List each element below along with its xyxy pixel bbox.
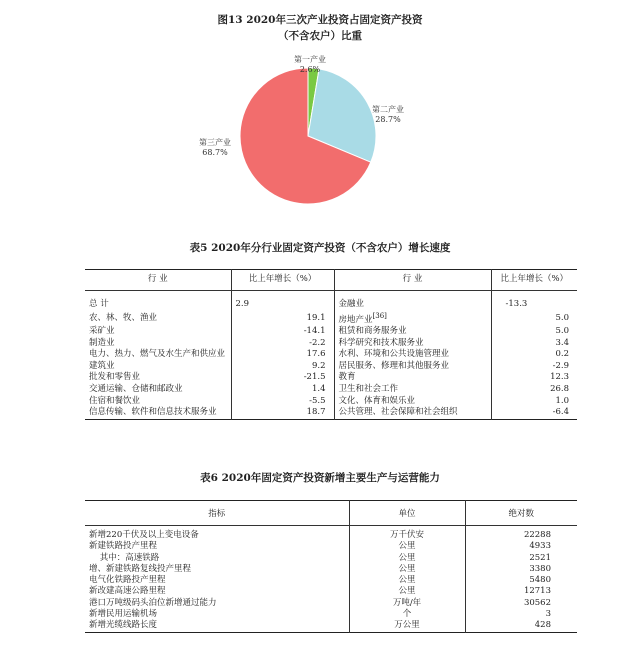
table6-indicator: 新增光缆线路长度: [89, 620, 158, 631]
table6-indicator: 增、新建铁路复线投产里程: [89, 563, 192, 574]
table5-header-industry-left: 行 业: [85, 270, 231, 291]
table5-growth-left-text: -21.5: [303, 372, 326, 383]
table5-title: 表5 2020年分行业固定资产投资（不含农户）增长速度: [189, 242, 451, 254]
table6-indicator: 港口万吨级码头泊位新增通过能力: [89, 597, 217, 608]
table5-growth-left-text: -14.1: [303, 326, 326, 337]
table5-industry-right-text: 水利、环境和公共设施管理业: [338, 349, 450, 360]
table5-growth-left-text: 9.2: [311, 360, 326, 371]
table5-row: [85, 326, 577, 338]
table5-industry-left: [85, 349, 231, 361]
table5-industry-left-text: 信息传输、软件和信息技术服务业: [89, 407, 217, 418]
table5-growth-left-text: 18.7: [306, 407, 326, 418]
table5-industry-right: [334, 384, 491, 396]
table6-header-absolute: 绝对数: [465, 501, 577, 526]
table5-growth-left: [231, 396, 334, 408]
table5-row: [85, 372, 577, 384]
table5-growth-right-text: 0.2: [555, 349, 569, 360]
table6-absolute: 30562: [465, 598, 577, 609]
table5-growth-left-text: 17.6: [306, 349, 326, 360]
table5-growth-right-text: 1.0: [555, 395, 569, 406]
table6-absolute: 428: [465, 620, 577, 632]
table6-row: [85, 541, 577, 552]
table5-industry-right: [334, 291, 491, 311]
table6-unit: 公里: [349, 564, 465, 575]
table5-row: [85, 407, 577, 419]
table6-indicator: 新建铁路投产里程: [89, 541, 158, 552]
table6-header-unit: 单位: [349, 501, 465, 526]
table5-growth-left-text: -2.2: [309, 337, 326, 348]
table6-row: [85, 553, 577, 564]
table6-row: [85, 598, 577, 609]
table6: [85, 500, 577, 633]
table5-industry-left-text: 农、林、牧、渔业: [89, 312, 158, 323]
table5-row: [85, 384, 577, 396]
table6-row: [85, 586, 577, 597]
table5-growth-right-text: -2.9: [552, 360, 569, 371]
figure-title-line1: 图13 2020年三次产业投资占固定资产投资: [217, 14, 423, 26]
table5-industry-right-text: 卫生和社会工作: [338, 383, 399, 394]
table6-header-indicator: 指标: [85, 501, 349, 526]
pie-label-secondary-name: 第二产业: [372, 105, 404, 114]
table5-row: [85, 349, 577, 361]
table5-row: [85, 361, 577, 373]
table5-growth-right-text: 12.3: [550, 372, 569, 383]
table6-absolute: 2521: [465, 553, 577, 564]
table5-growth-right: [491, 407, 577, 419]
pie-label-tertiary-name: 第三产业: [199, 138, 231, 147]
table5-growth-right-text: 5.0: [555, 326, 569, 337]
table5-growth-left: [231, 338, 334, 350]
table5-growth-right-text: 5.0: [555, 312, 569, 323]
table5-industry-left: [85, 311, 231, 326]
table5-header-growth-right: 比上年增长（%）: [491, 270, 577, 291]
figure-title-line2: （不含农户）比重: [278, 30, 362, 42]
table5-growth-left: [231, 407, 334, 419]
table6-unit: 公里: [349, 575, 465, 586]
table5-industry-right: [334, 361, 491, 373]
pie-label-secondary-value: 28.7%: [375, 115, 401, 124]
table5-row: [85, 291, 577, 311]
table5-industry-left-text: 建筑业: [89, 360, 115, 371]
table5-industry-right: [334, 407, 491, 419]
table5-growth-right: [491, 396, 577, 408]
table5-industry-left: [85, 291, 231, 311]
pie-label-secondary: [368, 105, 408, 125]
pie-label-primary-value: 2.6%: [299, 65, 321, 74]
pie-chart: [0, 0, 640, 240]
table5-growth-right: [491, 372, 577, 384]
table5-industry-right-text: 文化、体育和娱乐业: [338, 395, 416, 406]
table6-row: [85, 620, 577, 632]
table6-row: [85, 575, 577, 586]
table6-indicator: 新改建高速公路里程: [89, 586, 166, 597]
table5-growth-left-text: 2.9: [235, 299, 250, 309]
table5-growth-left: [231, 291, 334, 311]
table5-growth-right-text: -6.4: [552, 407, 569, 418]
pie-label-tertiary-value: 68.7%: [202, 148, 228, 157]
pie-label-primary-name: 第一产业: [294, 55, 326, 64]
table5-growth-left-text: -5.5: [309, 395, 326, 406]
table5-growth-right: [491, 338, 577, 350]
table5-industry-left: [85, 396, 231, 408]
table5-industry-left-text: 总 计: [89, 299, 109, 309]
table5-industry-right-text: 科学研究和技术服务业: [338, 337, 424, 348]
table5: [85, 269, 577, 420]
table5-industry-left: [85, 407, 231, 419]
table6-unit: 公里: [349, 586, 465, 597]
table5-row: [85, 311, 577, 326]
table6-row: [85, 609, 577, 620]
table5-industry-left-text: 住宿和餐饮业: [89, 395, 141, 406]
table6-indicator: 新增民用运输机场: [89, 609, 158, 620]
table6-unit: 公里: [349, 541, 465, 552]
table5-growth-right: [491, 349, 577, 361]
table6-absolute: 4933: [465, 541, 577, 552]
table5-growth-left-text: 19.1: [306, 312, 326, 323]
table5-header-growth-left: 比上年增长（%）: [231, 270, 334, 291]
table6-unit: 公里: [349, 553, 465, 564]
table6-indicator: 新增220千伏及以上变电设备: [89, 530, 199, 540]
table5-industry-right: [334, 372, 491, 384]
table5-industry-right: [334, 338, 491, 350]
table5-industry-right-text: 房地产业: [338, 314, 373, 325]
table5-industry-right-text: 居民服务、修理和其他服务业: [338, 360, 450, 371]
table5-growth-right-text: 26.8: [550, 383, 569, 394]
table5-industry-left-text: 制造业: [89, 337, 115, 348]
table5-industry-left: [85, 326, 231, 338]
table5-row: [85, 338, 577, 350]
table5-industry-left: [85, 384, 231, 396]
table5-growth-left-text: 1.4: [311, 383, 326, 394]
table6-unit: 个: [349, 609, 465, 620]
table5-industry-right: [334, 311, 491, 326]
table5-industry-left-text: 批发和零售业: [89, 372, 141, 383]
table6-absolute: 22288: [465, 526, 577, 542]
table5-growth-left: [231, 349, 334, 361]
table6-absolute: 3380: [465, 564, 577, 575]
table5-industry-right-text: 教育: [338, 372, 356, 383]
table5-growth-left: [231, 326, 334, 338]
table5-industry-left: [85, 361, 231, 373]
table5-industry-right-text: 金融业: [338, 299, 365, 309]
table5-industry-left-text: 交通运输、仓储和邮政业: [89, 383, 183, 394]
table5-row: [85, 396, 577, 408]
table5-growth-left: [231, 384, 334, 396]
pie-label-tertiary: [195, 138, 235, 158]
table5-industry-right-text: 公共管理、社会保障和社会组织: [338, 407, 458, 418]
table5-growth-right: [491, 361, 577, 373]
table5-industry-left-text: 采矿业: [89, 326, 115, 337]
table6-indicator: 电气化铁路投产里程: [89, 575, 166, 586]
footnote-mark[interactable]: [36]: [372, 311, 387, 320]
table6-title: 表6 2020年固定资产投资新增主要生产与运营能力: [200, 472, 440, 484]
table5-growth-right-text: -13.3: [505, 299, 528, 309]
table6-row: [85, 526, 577, 542]
table5-growth-right-text: 3.4: [555, 337, 569, 348]
table5-growth-right: [491, 291, 577, 311]
table5-header-industry-right: 行 业: [334, 270, 491, 291]
table5-industry-right-text: 租赁和商务服务业: [338, 326, 407, 337]
table5-industry-left-text: 电力、热力、燃气及水生产和供应业: [89, 349, 226, 360]
table5-growth-left: [231, 372, 334, 384]
table5-industry-left: [85, 372, 231, 384]
table6-absolute: 12713: [465, 586, 577, 597]
pie-label-primary: [290, 55, 330, 75]
table5-growth-left: [231, 361, 334, 373]
table6-row: [85, 564, 577, 575]
table5-growth-right: [491, 384, 577, 396]
table5-industry-right: [334, 396, 491, 408]
table5-growth-right: [491, 311, 577, 326]
table5-industry-left: [85, 338, 231, 350]
table5-industry-right: [334, 349, 491, 361]
table6-unit: 万吨/年: [349, 598, 465, 609]
table5-industry-right: [334, 326, 491, 338]
table6-unit: 万公里: [349, 620, 465, 632]
table6-indicator: 其中：高速铁路: [89, 552, 160, 563]
table5-growth-left: [231, 311, 334, 326]
table6-absolute: 3: [465, 609, 577, 620]
table6-absolute: 5480: [465, 575, 577, 586]
table6-unit: 万千伏安: [349, 526, 465, 542]
table5-growth-right: [491, 326, 577, 338]
